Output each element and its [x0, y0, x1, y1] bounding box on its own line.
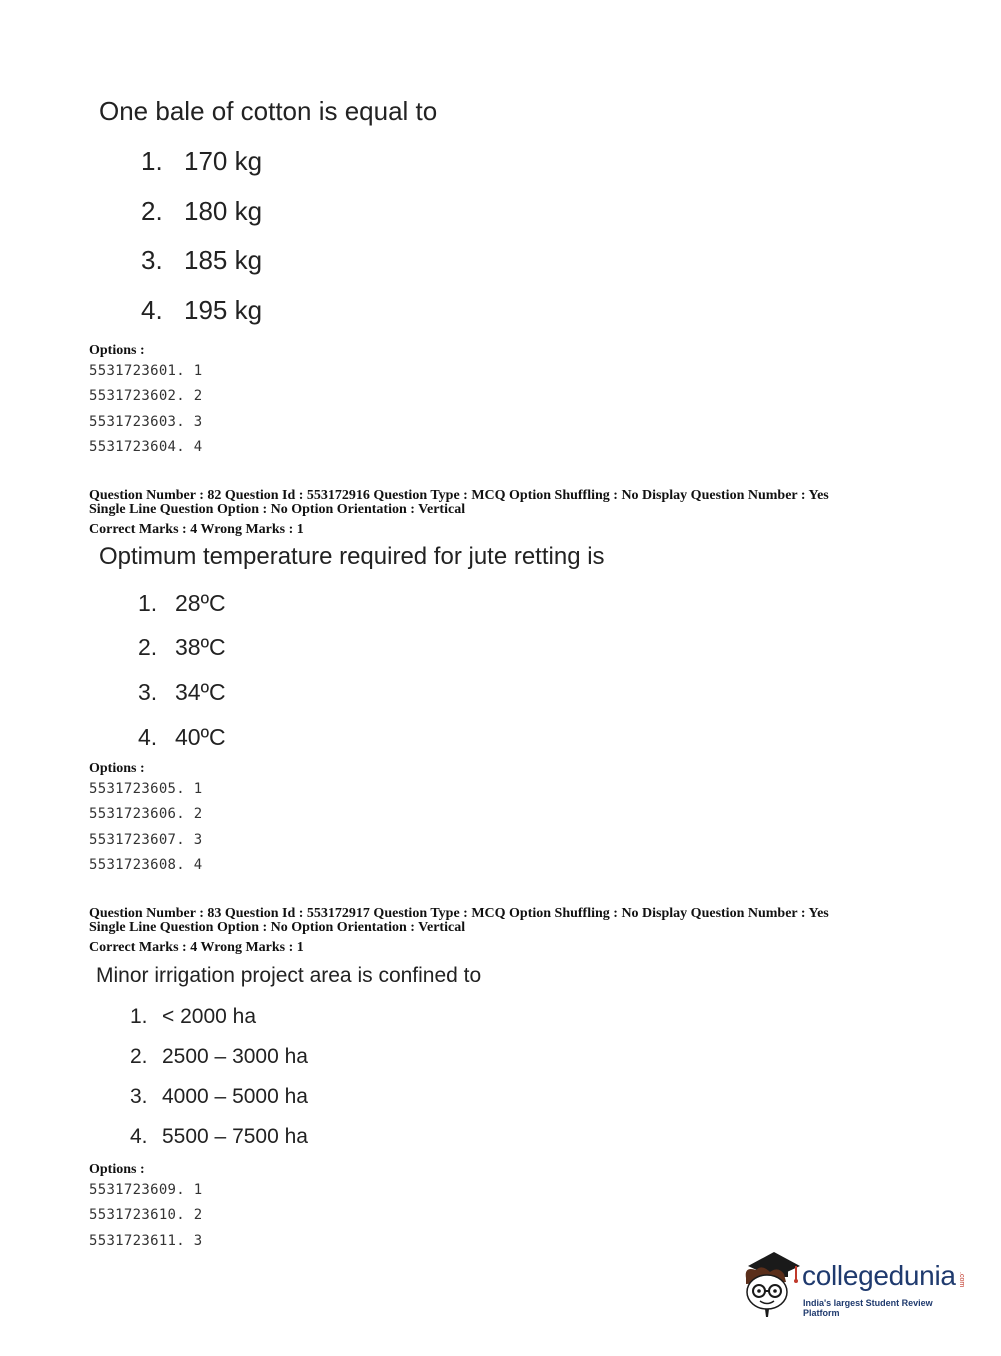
option-number: 1.: [141, 146, 163, 176]
mascot-icon: [740, 1248, 802, 1318]
question-marks: Correct Marks : 4 Wrong Marks : 1: [89, 940, 304, 955]
option-id: 5531723601. 1: [89, 363, 203, 379]
answer-option: [130, 1125, 308, 1149]
option-number: 1.: [130, 1005, 148, 1028]
option-number: 3.: [130, 1085, 148, 1108]
option-text: 40ºC: [175, 724, 226, 750]
brand-domain: .com: [958, 1272, 965, 1288]
option-number: 3.: [141, 245, 163, 275]
option-text: < 2000 ha: [162, 1005, 257, 1028]
option-text: 185 kg: [184, 245, 263, 275]
answer-option: [138, 724, 226, 751]
option-id: 5531723611. 3: [89, 1233, 203, 1249]
question-stem: One bale of cotton is equal to: [99, 96, 438, 126]
option-id: 5531723607. 3: [89, 832, 203, 848]
answer-option: [141, 245, 262, 276]
option-text: 195 kg: [184, 295, 263, 325]
option-id: 5531723608. 4: [89, 857, 203, 873]
option-text: 180 kg: [184, 196, 263, 226]
answer-option: [130, 1045, 308, 1069]
option-id: 5531723602. 2: [89, 388, 203, 404]
collegedunia-logo[interactable]: [740, 1248, 970, 1318]
option-number: 4.: [141, 295, 163, 325]
question-meta: Single Line Question Option : No Option Orientation : Vertical: [89, 502, 466, 517]
option-id: 5531723603. 3: [89, 414, 203, 430]
question-meta: Question Number : 82 Question Id : 553172916 Question Type : MCQ Option Shuffling : No Display Question Number : Yes: [89, 488, 829, 503]
answer-option: [141, 196, 262, 227]
option-id: 5531723609. 1: [89, 1182, 203, 1198]
option-text: 2500 – 3000 ha: [162, 1045, 308, 1068]
answer-option: [141, 146, 262, 177]
brand-name: collegedunia: [802, 1260, 956, 1291]
option-text: 170 kg: [184, 146, 263, 176]
question-stem: Minor irrigation project area is confined to: [96, 964, 482, 987]
option-id: 5531723606. 2: [89, 806, 203, 822]
question-marks: Correct Marks : 4 Wrong Marks : 1: [89, 522, 304, 537]
option-number: 1.: [138, 590, 158, 616]
option-number: 4.: [138, 724, 158, 750]
option-text: 38ºC: [175, 634, 226, 660]
option-id: 5531723610. 2: [89, 1207, 203, 1223]
option-id: 5531723605. 1: [89, 781, 203, 797]
options-label: Options :: [89, 1162, 145, 1177]
answer-option: [138, 590, 226, 617]
question-stem: Optimum temperature required for jute retting is: [99, 543, 605, 570]
answer-option: [130, 1005, 256, 1029]
option-number: 2.: [130, 1045, 148, 1068]
option-text: 4000 – 5000 ha: [162, 1085, 308, 1108]
option-number: 2.: [141, 196, 163, 226]
option-number: 2.: [138, 634, 158, 660]
answer-option: [138, 634, 226, 661]
option-text: 28ºC: [175, 590, 226, 616]
option-number: 3.: [138, 679, 158, 705]
answer-option: [141, 295, 262, 326]
option-number: 4.: [130, 1125, 148, 1148]
question-meta: Single Line Question Option : No Option Orientation : Vertical: [89, 920, 466, 935]
options-label: Options :: [89, 343, 145, 358]
answer-option: [138, 679, 226, 706]
brand-tagline: India's largest Student Review Platform: [803, 1298, 933, 1318]
option-id: 5531723604. 4: [89, 439, 203, 455]
question-meta: Question Number : 83 Question Id : 553172917 Question Type : MCQ Option Shuffling : No Display Question Number : Yes: [89, 906, 829, 921]
options-label: Options :: [89, 761, 145, 776]
answer-option: [130, 1085, 308, 1109]
option-text: 34ºC: [175, 679, 226, 705]
option-text: 5500 – 7500 ha: [162, 1125, 308, 1148]
